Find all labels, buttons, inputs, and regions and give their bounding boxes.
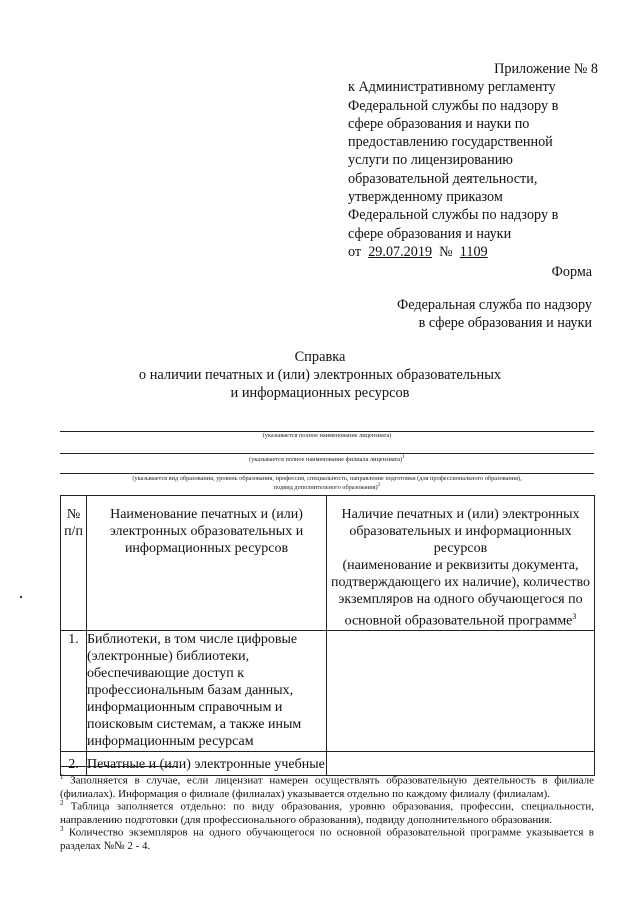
appendix-line: образовательной деятельности, (348, 170, 538, 187)
appendix-line: к Административному регламенту (348, 79, 556, 96)
footnote-text: Количество экземпляров на одного обучающегося по основной образовательной программе указывается в разделах №№ 2 - 4. (60, 826, 594, 852)
footnote-mark: 2 (60, 799, 64, 807)
header-availability-sup: 3 (572, 612, 577, 621)
title-line-2: о наличии печатных и (или) электронных образовательных (138, 367, 502, 383)
appendix-line: предоставлению государственной (348, 134, 553, 151)
appendix-line: сфере образования и науки (348, 225, 512, 242)
footnote-text: Таблица заполняется отдельно: по виду образования, уровню образования, профессии, специальности, направлению подготовки (для профессионального образования), подвиду дополнительного образования. (60, 800, 594, 826)
row-num: 2. (61, 751, 87, 775)
footnote-separator (60, 766, 178, 767)
table-header-row (61, 496, 595, 631)
branch-caption (60, 454, 594, 463)
footnote-3 (60, 823, 594, 853)
row-name: Библиотеки, в том числе цифровые (электронные) библиотеки, обеспечивающие доступ к профессиональным базам данных, информационным справочным и поисковым системам, а также иным информационным ресурсам (87, 630, 327, 751)
row-num: 1. (61, 630, 87, 751)
agency-line-1: Федеральная служба по надзору (397, 297, 592, 313)
order-reference (348, 243, 598, 261)
scan-speck (20, 596, 22, 598)
branch-caption-text: (указывается полное наименование филиала лицензиата) (249, 456, 403, 464)
order-date: 29.07.2019 (368, 243, 433, 260)
header-num: № п/п (61, 496, 87, 631)
form-label: Форма (551, 264, 592, 280)
appendix-title: Приложение № 8 (494, 61, 598, 77)
appendix-line: Федеральной службы по надзору в (348, 97, 559, 114)
agency-line-2: в сфере образования и науки (418, 315, 592, 331)
table-row (61, 630, 595, 751)
appendix-line: Федеральной службы по надзору в (348, 207, 559, 224)
education-type-line[interactable] (60, 473, 594, 474)
type-caption-sup: 2 (377, 482, 381, 488)
row-name: Печатные и (или) электронные учебные (87, 751, 327, 775)
title-line-1: Справка (294, 349, 346, 365)
licensee-caption: (указывается полное наименование лицензиата) (262, 432, 392, 439)
number-label: № (439, 243, 453, 260)
type-caption-2 (60, 482, 594, 491)
title-line-3: и информационных ресурсов (230, 385, 410, 401)
header-availability-text: Наличие печатных и (или) электронных образовательных и информационных ресурсов (наименование и реквизиты документа, подтверждающего их наличие), количество экземпляров на одного обучающегося по основной образовательной программе (331, 507, 590, 629)
footnote-mark: 1 (60, 773, 64, 781)
appendix-line: утвержденному приказом (348, 189, 503, 206)
appendix-block (348, 60, 598, 261)
from-label: от (348, 243, 362, 260)
agency-block (397, 296, 592, 332)
order-number: 1109 (459, 243, 488, 260)
header-name: Наименование печатных и (или) электронных образовательных и информационных ресурсов (87, 496, 327, 631)
footnote-text: Заполняется в случае, если лицензиат намерен осуществлять образовательную деятельность в филиале (филиалах). Информация о филиале (филиалах) указывается отдельно по каждому филиалу (филиалам). (60, 774, 594, 800)
type-caption-1: (указывается вид образования, уровень образования, профессия, специальность, направление подготовки (для профессионального образования), (132, 475, 522, 482)
branch-caption-sup: 1 (402, 454, 405, 460)
row-value[interactable] (327, 630, 595, 751)
appendix-line: услуги по лицензированию (348, 152, 513, 169)
header-availability (327, 496, 595, 631)
resources-table (60, 495, 595, 776)
type-caption-2-text: подвид дополнительного образования) (273, 484, 378, 492)
footnote-mark: 3 (60, 825, 64, 833)
appendix-line: сфере образования и науки по (348, 115, 530, 132)
document-title (100, 348, 540, 402)
